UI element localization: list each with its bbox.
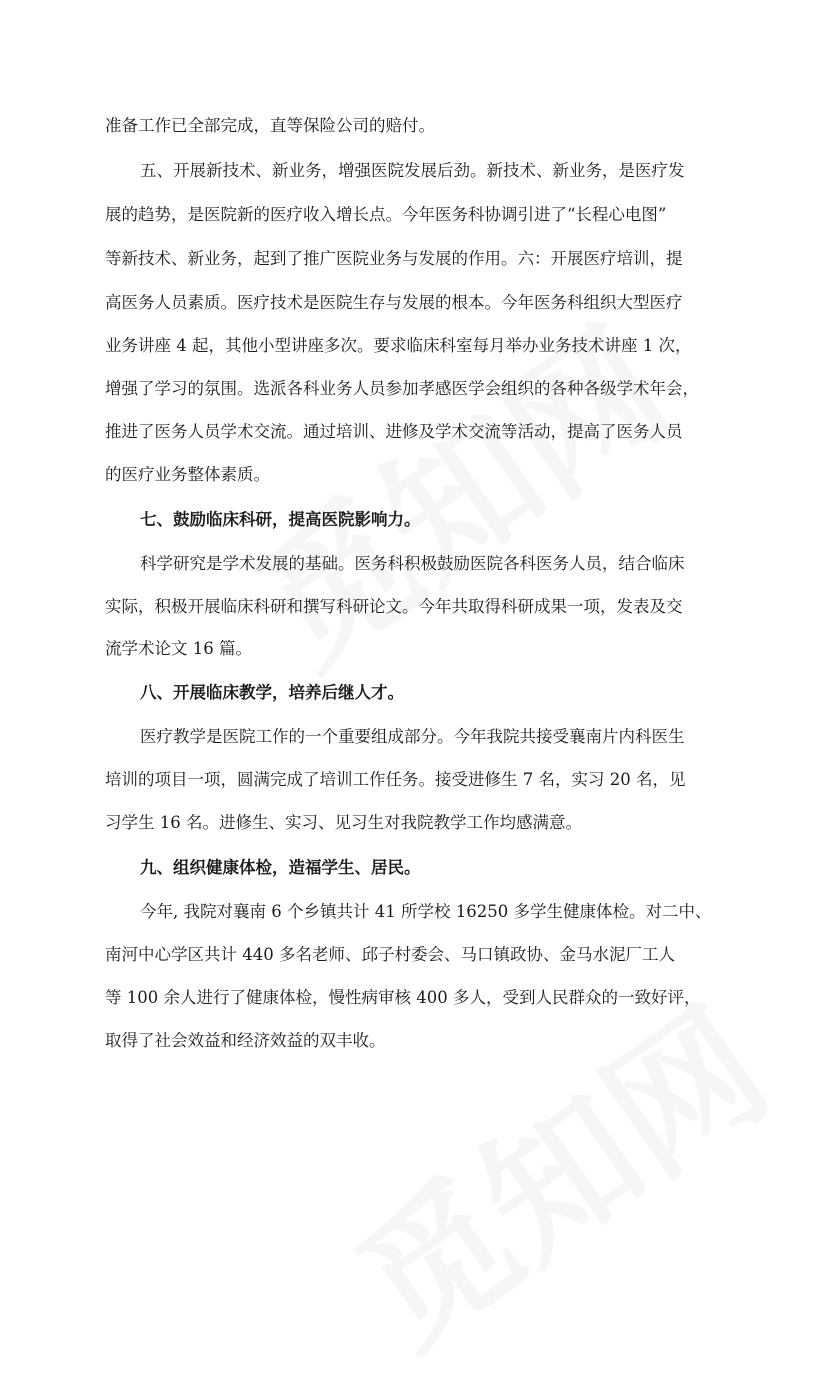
paragraph-line: 南河中心学区共计 440 多名老师、邱子村委会、马口镇政协、金马水泥厂工人 — [105, 945, 675, 964]
paragraph-line: 今年, 我院对襄南 6 个乡镇共计 41 所学校 16250 多学生健康体检。对二中、 — [140, 902, 712, 921]
watermark-bottom — [309, 950, 802, 1385]
paragraph-line: 医疗教学是医院工作的一个重要组成部分。今年我院共接受襄南片内科医生 — [140, 727, 685, 746]
paragraph-line: 培训的项目一项，圆满完成了培训工作任务。接受进修生 7 名，实习 20 名，见 — [105, 770, 686, 789]
paragraph-line: 实际，积极开展临床科研和撰写科研论文。今年共取得科研成果一项，发表及交 — [105, 597, 683, 616]
paragraph-line: 的医疗业务整体素质。 — [105, 465, 270, 484]
paragraph-line: 取得了社会效益和经济效益的双丰收。 — [105, 1031, 386, 1050]
section-heading: 七、鼓励临床科研，提高医院影响力。 — [140, 510, 421, 529]
paragraph-line: 等新技术、新业务，起到了推广医院业务与发展的作用。六：开展医疗培训，提 — [105, 249, 683, 268]
paragraph-line: 流学术论文 16 篇。 — [105, 639, 252, 658]
paragraph-line: 增强了学习的氛围。选派各科业务人员参加孝感医学会组织的各种各级学术年会， — [105, 379, 699, 398]
paragraph-line: 习学生 16 名。进修生、实习、见习生对我院教学工作均感满意。 — [105, 813, 582, 832]
paragraph-line: 五、开展新技术、新业务，增强医院发展后劲。新技术、新业务，是医疗发 — [140, 161, 685, 180]
paragraph-line: 准备工作已全部完成，直等保险公司的赔付。 — [105, 116, 435, 135]
paragraph-line: 高医务人员素质。医疗技术是医院生存与发展的根本。今年医务科组织大型医疗 — [105, 293, 683, 312]
section-heading: 九、组织健康体检，造福学生、居民。 — [140, 858, 421, 877]
paragraph-line: 展的趋势，是医院新的医疗收入增长点。今年医务科协调引进了“长程心电图” — [105, 205, 667, 224]
section-heading: 八、开展临床教学，培养后继人才。 — [140, 683, 404, 702]
paragraph-line: 科学研究是学术发展的基础。医务科积极鼓励医院各科医务人员，结合临床 — [140, 554, 685, 573]
paragraph-line: 业务讲座 4 起，其他小型讲座多次。要求临床科室每月举办业务技术讲座 1 次， — [105, 336, 692, 355]
paragraph-line: 推进了医务人员学术交流。通过培训、进修及学术交流等活动，提高了医务人员 — [105, 422, 683, 441]
paragraph-line: 等 100 余人进行了健康体检，慢性病审核 400 多人，受到人民群众的一致好评， — [105, 988, 701, 1007]
